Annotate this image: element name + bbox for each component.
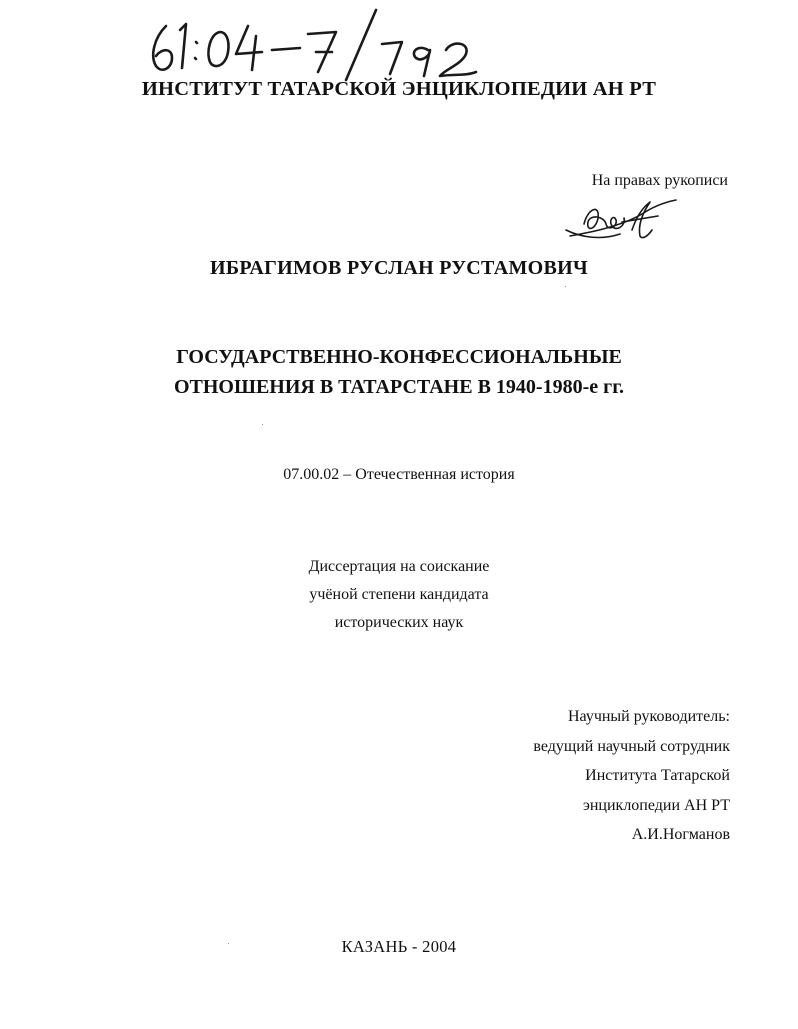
author-name: ИБРАГИМОВ РУСЛАН РУСТАМОВИЧ [210,257,588,279]
signature-drawing [562,196,682,244]
institute-name: ИНСТИТУТ ТАТАРСКОЙ ЭНЦИКЛОПЕДИИ АН РТ [141,78,657,100]
scan-speck [565,286,566,287]
supervisor-org-line-2: энциклопедии АН РТ [582,796,730,814]
degree-statement [0,553,798,637]
scan-speck [228,943,229,944]
thesis-title-line-1: ГОСУДАРСТВЕННО-КОНФЕССИОНАЛЬНЫЕ [176,346,622,368]
supervisor-org-line-1: Института Татарской [585,767,730,784]
thesis-title-line-2: ОТНОШЕНИЯ В ТАТАРСТАНЕ В 1940-1980-е гг. [173,376,625,398]
scan-speck [262,424,263,425]
handwritten-number-drawing [140,4,500,84]
manuscript-rights-note: На правах рукописи [591,172,728,189]
specialty-code: 07.00.02 – Отечественная история [283,466,515,483]
handwritten-signature [562,196,682,244]
city-year: КАЗАНЬ - 2004 [341,937,457,956]
degree-line-3: исторических наук [334,614,464,631]
degree-line-2: учёной степени кандидата [309,586,489,603]
supervisor-position: ведущий научный сотрудник [533,737,730,755]
supervisor-block [400,702,730,850]
handwritten-archive-number [140,4,500,84]
thesis-title [0,342,798,402]
supervisor-label: Научный руководитель: [567,708,730,725]
supervisor-name: А.И.Ногманов [631,826,730,843]
degree-line-1: Диссертация на соискание [308,558,490,575]
